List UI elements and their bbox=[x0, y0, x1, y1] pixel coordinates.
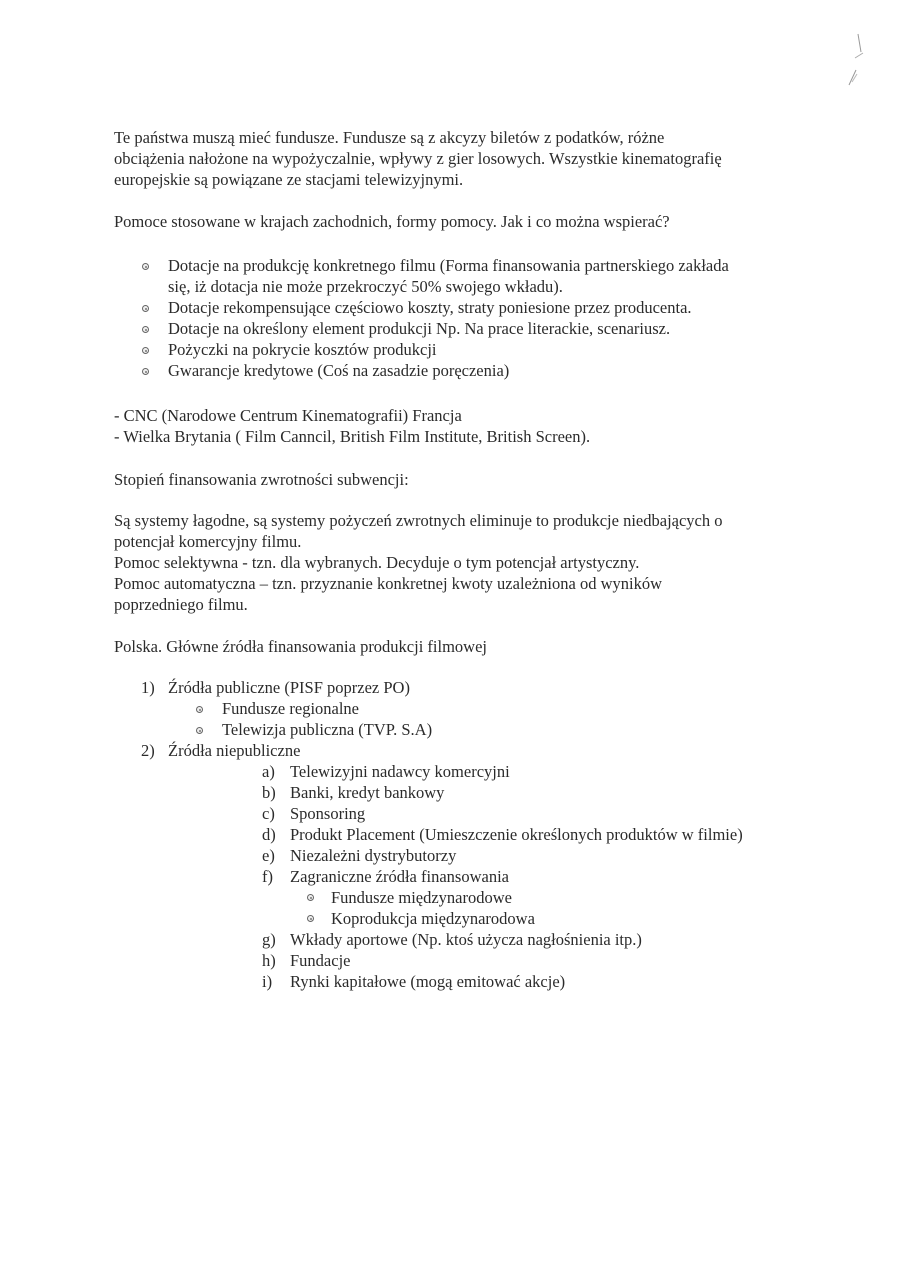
list-letter: f) bbox=[262, 867, 273, 886]
text-line: Są systemy łagodne, są systemy pożyczeń zwrotnych eliminuje to produkcje niedbających o bbox=[114, 511, 723, 530]
list-item-text: Fundusze międzynarodowe bbox=[331, 888, 512, 907]
intro-paragraph bbox=[114, 127, 794, 190]
list-item-text: Rynki kapitałowe (mogą emitować akcje) bbox=[290, 972, 566, 991]
list-item-text: Niezależni dystrybutorzy bbox=[290, 846, 457, 865]
list-item bbox=[222, 698, 432, 719]
list-item-text: Fundusze regionalne bbox=[222, 699, 360, 718]
list-letter: e) bbox=[262, 846, 275, 865]
list-item-text: Sponsoring bbox=[290, 804, 366, 823]
institution-line: - Wielka Brytania ( Film Canncil, British Film Institute, British Screen). bbox=[114, 427, 591, 446]
text-line: Te państwa muszą mieć fundusze. Fundusze są z akcyzy biletów z podatków, różne bbox=[114, 128, 665, 147]
list-number: 1) bbox=[141, 678, 155, 697]
bullet-icon bbox=[142, 347, 149, 354]
text-line: Pomoc selektywna - tzn. dla wybranych. Decyduje o tym potencjał artystyczny. bbox=[114, 553, 640, 572]
private-sources-label: Źródła niepubliczne bbox=[168, 741, 301, 760]
support-forms-list bbox=[168, 255, 729, 381]
list-item bbox=[168, 255, 729, 297]
public-sources-list bbox=[222, 698, 432, 740]
text-line: obciążenia nałożone na wypożyczalnie, wpływy z gier losowych. Wszystkie kinematografię bbox=[114, 149, 722, 168]
list-letter: i) bbox=[262, 972, 273, 991]
text-line: poprzedniego filmu. bbox=[114, 595, 248, 614]
list-item-text: Gwarancje kredytowe (Coś na zasadzie poręczenia) bbox=[168, 361, 510, 380]
list-item-text: Wkłady aportowe (Np. ktoś użycza nagłośnienia itp.) bbox=[290, 930, 642, 949]
institutions-list bbox=[114, 405, 794, 447]
list-item bbox=[168, 360, 729, 381]
support-intro: Pomoce stosowane w krajach zachodnich, formy pomocy. Jak i co można wspierać? bbox=[114, 212, 670, 231]
bullet-icon bbox=[307, 915, 314, 922]
financing-heading: Stopień finansowania zwrotności subwencji: bbox=[114, 470, 409, 489]
text-line: Pomoc automatyczna – tzn. przyznanie konkretnej kwoty uzależniona od wyników bbox=[114, 574, 662, 593]
bullet-icon bbox=[142, 368, 149, 375]
public-sources-label: Źródła publiczne (PISF poprzez PO) bbox=[168, 678, 410, 697]
list-item-text: Dotacje rekompensujące częściowo koszty, straty poniesione przez producenta. bbox=[168, 298, 692, 317]
text-line: europejskie są powiązane ze stacjami telewizyjnymi. bbox=[114, 170, 464, 189]
list-item bbox=[222, 719, 432, 740]
list-item-text: Pożyczki na pokrycie kosztów produkcji bbox=[168, 340, 437, 359]
list-item-text: Telewizja publiczna (TVP. S.A) bbox=[222, 720, 433, 739]
list-item bbox=[168, 297, 729, 318]
list-item-text: Fundacje bbox=[290, 951, 351, 970]
list-letter: g) bbox=[262, 930, 276, 949]
list-item-text: Telewizyjni nadawcy komercyjni bbox=[290, 762, 510, 781]
institution-line: - CNC (Narodowe Centrum Kinematografii) Francja bbox=[114, 406, 462, 425]
bullet-icon bbox=[142, 326, 149, 333]
list-item-text: Banki, kredyt bankowy bbox=[290, 783, 445, 802]
list-item bbox=[168, 318, 729, 339]
list-letter: b) bbox=[262, 783, 276, 802]
list-item bbox=[168, 339, 729, 360]
systems-paragraph bbox=[114, 510, 794, 615]
text-line: potencjał komercyjny filmu. bbox=[114, 532, 302, 551]
bullet-icon bbox=[307, 894, 314, 901]
list-item-text: Koprodukcja międzynarodowa bbox=[331, 909, 535, 928]
bullet-icon bbox=[142, 263, 149, 270]
list-letter: h) bbox=[262, 951, 276, 970]
bullet-icon bbox=[196, 706, 203, 713]
list-letter: d) bbox=[262, 825, 276, 844]
poland-heading: Polska. Główne źródła finansowania produkcji filmowej bbox=[114, 637, 487, 656]
list-item-text: Produkt Placement (Umieszczenie określonych produktów w filmie) bbox=[290, 825, 743, 844]
bullet-icon bbox=[196, 727, 203, 734]
bullet-icon bbox=[142, 305, 149, 312]
list-item-text: Dotacje na produkcję konkretnego filmu (Forma finansowania partnerskiego zakłada bbox=[168, 256, 729, 275]
list-letter: c) bbox=[262, 804, 275, 823]
list-item-text: się, iż dotacja nie może przekroczyć 50% swojego wkładu). bbox=[168, 277, 563, 296]
list-item-text: Dotacje na określony element produkcji Np. Na prace literackie, scenariusz. bbox=[168, 319, 671, 338]
list-letter: a) bbox=[262, 762, 275, 781]
corner-pencil-mark bbox=[836, 30, 876, 100]
list-item-text: Zagraniczne źródła finansowania bbox=[290, 867, 509, 886]
list-number: 2) bbox=[141, 741, 155, 760]
